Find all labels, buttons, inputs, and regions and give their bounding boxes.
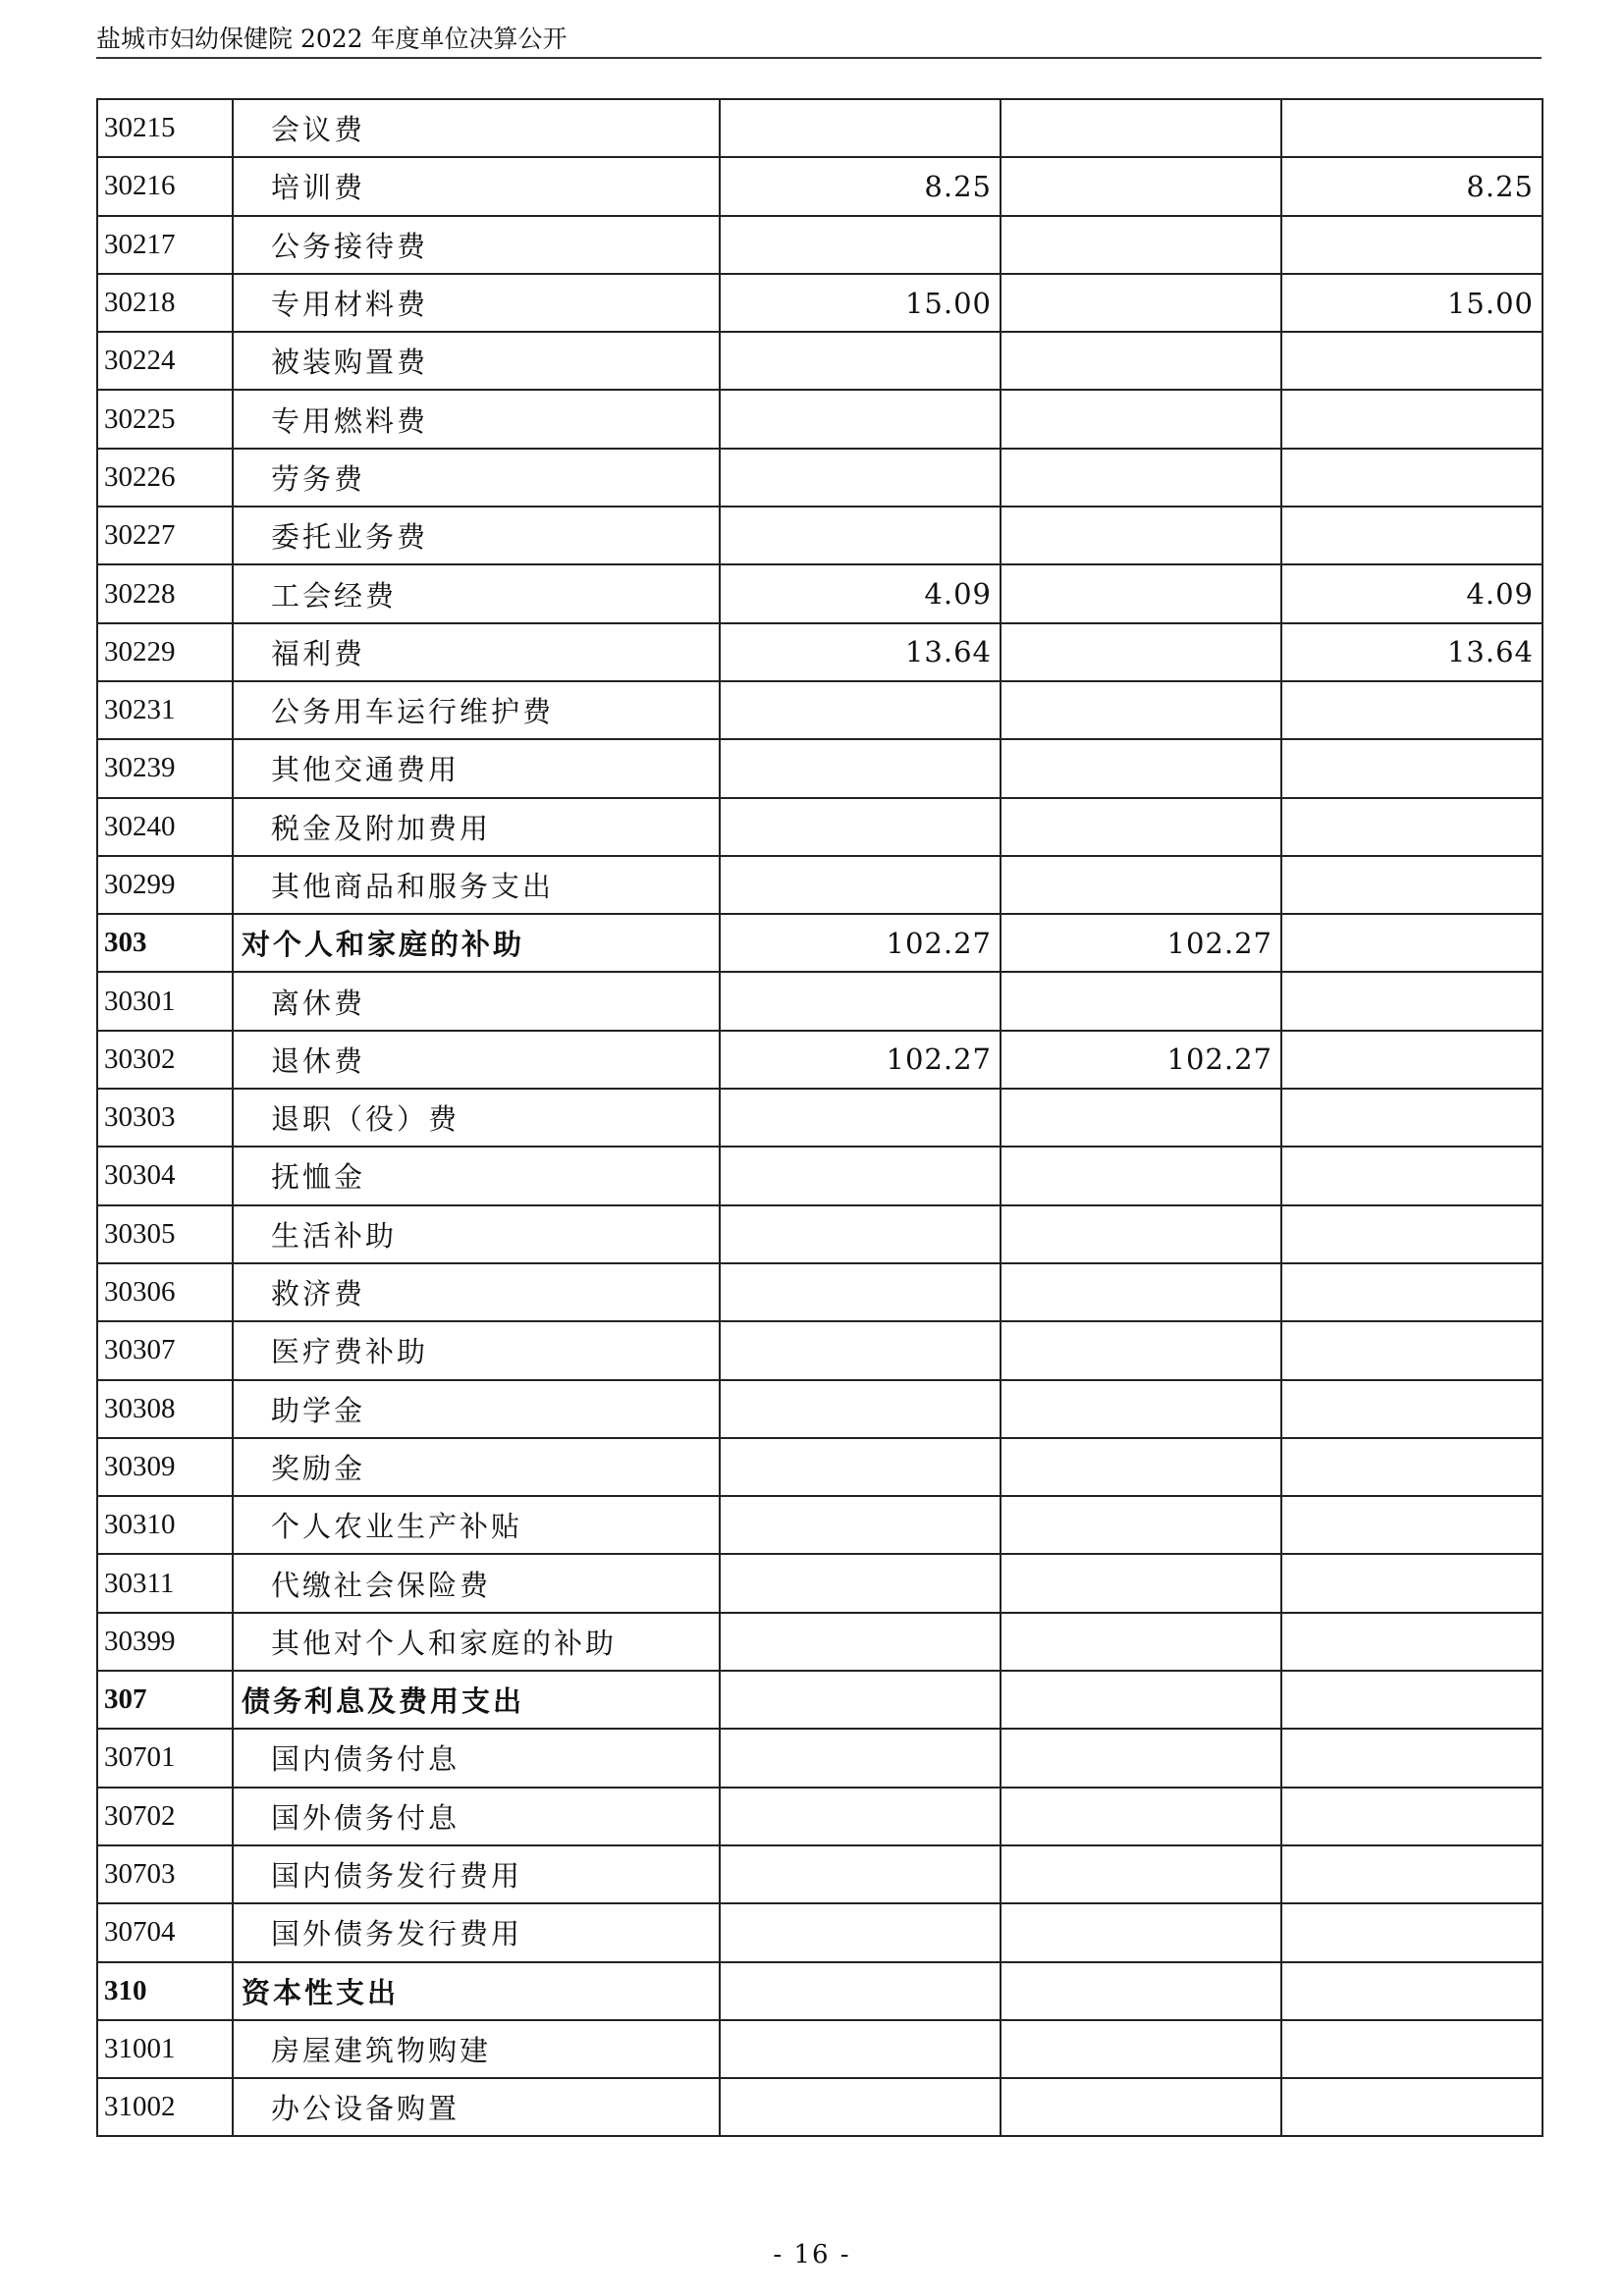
row-code-cell: 30216 [97, 157, 233, 215]
row-value-col2-cell [1001, 1089, 1281, 1147]
table-row [97, 157, 1543, 215]
row-code-cell: 30303 [97, 1089, 233, 1147]
row-value-col2-cell [1001, 1613, 1281, 1671]
row-value-col2-cell [1001, 332, 1281, 390]
page-number: - 16 - [773, 2240, 851, 2269]
row-value-col1-cell [720, 1263, 1001, 1321]
row-value-col1-cell [720, 1438, 1001, 1496]
row-name-cell: 专用材料费 [233, 274, 720, 332]
row-value-col3-cell [1281, 1089, 1543, 1147]
row-value-col2-cell [1001, 856, 1281, 914]
row-value-col1-cell: 4.09 [720, 564, 1001, 622]
row-name-cell: 债务利息及费用支出 [233, 1671, 720, 1729]
row-value-col2-cell [1001, 1147, 1281, 1204]
row-code-cell: 30309 [97, 1438, 233, 1496]
row-value-col2-cell [1001, 2078, 1281, 2136]
table-row [97, 332, 1543, 390]
row-value-col2-cell [1001, 216, 1281, 274]
row-value-col1-cell [720, 216, 1001, 274]
row-value-col3-cell [1281, 1031, 1543, 1089]
row-value-col3-cell [1281, 1671, 1543, 1729]
row-code-cell: 30225 [97, 390, 233, 448]
row-value-col2-cell: 102.27 [1001, 914, 1281, 972]
row-name-cell: 办公设备购置 [233, 2078, 720, 2136]
row-name-cell: 专用燃料费 [233, 390, 720, 448]
table-row [97, 739, 1543, 797]
row-name-cell: 国外债务付息 [233, 1788, 720, 1845]
table-row [97, 1380, 1543, 1438]
row-name-cell: 救济费 [233, 1263, 720, 1321]
row-value-col1-cell [720, 2078, 1001, 2136]
row-value-col2-cell [1001, 1321, 1281, 1379]
row-value-col1-cell [720, 1845, 1001, 1903]
row-value-col3-cell [1281, 1903, 1543, 1961]
table-row [97, 99, 1543, 157]
row-value-col3-cell [1281, 1380, 1543, 1438]
row-code-cell: 30227 [97, 507, 233, 564]
row-value-col1-cell [720, 856, 1001, 914]
row-code-cell: 30229 [97, 623, 233, 681]
row-name-cell: 委托业务费 [233, 507, 720, 564]
row-value-col3-cell [1281, 1147, 1543, 1204]
row-value-col3-cell [1281, 1613, 1543, 1671]
row-name-cell: 代缴社会保险费 [233, 1554, 720, 1612]
table-row [97, 681, 1543, 739]
row-code-cell: 30701 [97, 1729, 233, 1787]
table-row [97, 1788, 1543, 1845]
row-value-col3-cell [1281, 1962, 1543, 2020]
table-row [97, 798, 1543, 856]
row-code-cell: 30704 [97, 1903, 233, 1961]
row-code-cell: 30226 [97, 449, 233, 507]
row-value-col1-cell [720, 972, 1001, 1030]
row-value-col3-cell [1281, 449, 1543, 507]
row-code-cell: 303 [97, 914, 233, 972]
row-name-cell: 被装购置费 [233, 332, 720, 390]
row-name-cell: 国外债务发行费用 [233, 1903, 720, 1961]
row-name-cell: 退休费 [233, 1031, 720, 1089]
row-code-cell: 30302 [97, 1031, 233, 1089]
row-name-cell: 个人农业生产补贴 [233, 1496, 720, 1554]
row-value-col3-cell [1281, 1788, 1543, 1845]
row-code-cell: 30231 [97, 681, 233, 739]
table-row [97, 1031, 1543, 1089]
row-code-cell: 30306 [97, 1263, 233, 1321]
row-value-col2-cell [1001, 1962, 1281, 2020]
row-value-col3-cell [1281, 507, 1543, 564]
table-row [97, 856, 1543, 914]
row-value-col1-cell [720, 1147, 1001, 1204]
row-value-col3-cell [1281, 1321, 1543, 1379]
row-value-col1-cell [720, 1729, 1001, 1787]
row-value-col1-cell: 102.27 [720, 1031, 1001, 1089]
row-value-col2-cell [1001, 157, 1281, 215]
row-name-cell: 公务接待费 [233, 216, 720, 274]
row-value-col1-cell [720, 1613, 1001, 1671]
table-row [97, 1321, 1543, 1379]
row-value-col2-cell [1001, 798, 1281, 856]
row-value-col3-cell: 15.00 [1281, 274, 1543, 332]
row-name-cell: 会议费 [233, 99, 720, 157]
table-row [97, 1613, 1543, 1671]
row-value-col1-cell [720, 99, 1001, 157]
row-code-cell: 307 [97, 1671, 233, 1729]
table-row [97, 1554, 1543, 1612]
page-footer [0, 2240, 1624, 2269]
row-value-col1-cell [720, 739, 1001, 797]
row-value-col1-cell [720, 1496, 1001, 1554]
row-code-cell: 30703 [97, 1845, 233, 1903]
row-value-col2-cell [1001, 1380, 1281, 1438]
row-value-col2-cell [1001, 972, 1281, 1030]
row-value-col2-cell [1001, 739, 1281, 797]
row-value-col2-cell [1001, 1554, 1281, 1612]
table-row [97, 564, 1543, 622]
row-code-cell: 30304 [97, 1147, 233, 1204]
row-value-col2-cell [1001, 1845, 1281, 1903]
row-name-cell: 工会经费 [233, 564, 720, 622]
table-row [97, 1263, 1543, 1321]
expenditure-table-body [97, 99, 1543, 2136]
row-value-col2-cell [1001, 1263, 1281, 1321]
row-code-cell: 310 [97, 1962, 233, 2020]
row-value-col3-cell [1281, 681, 1543, 739]
row-value-col2-cell [1001, 681, 1281, 739]
row-value-col1-cell [720, 798, 1001, 856]
row-value-col2-cell [1001, 274, 1281, 332]
table-row [97, 1147, 1543, 1204]
row-code-cell: 30218 [97, 274, 233, 332]
row-value-col1-cell [720, 1321, 1001, 1379]
row-name-cell: 公务用车运行维护费 [233, 681, 720, 739]
row-value-col1-cell [720, 1205, 1001, 1263]
row-code-cell: 31002 [97, 2078, 233, 2136]
row-value-col1-cell [720, 332, 1001, 390]
row-code-cell: 30399 [97, 1613, 233, 1671]
expenditure-table [96, 98, 1543, 2137]
row-name-cell: 奖励金 [233, 1438, 720, 1496]
row-value-col3-cell: 13.64 [1281, 623, 1543, 681]
row-value-col1-cell: 102.27 [720, 914, 1001, 972]
row-code-cell: 30299 [97, 856, 233, 914]
row-value-col1-cell [720, 1671, 1001, 1729]
row-value-col1-cell [720, 1089, 1001, 1147]
row-name-cell: 抚恤金 [233, 1147, 720, 1204]
row-name-cell: 国内债务付息 [233, 1729, 720, 1787]
row-value-col1-cell [720, 1788, 1001, 1845]
row-value-col3-cell [1281, 1729, 1543, 1787]
row-value-col3-cell [1281, 914, 1543, 972]
row-code-cell: 30240 [97, 798, 233, 856]
row-value-col1-cell [720, 1380, 1001, 1438]
table-row [97, 1962, 1543, 2020]
row-code-cell: 30224 [97, 332, 233, 390]
row-value-col1-cell: 13.64 [720, 623, 1001, 681]
row-value-col3-cell [1281, 2078, 1543, 2136]
row-code-cell: 30228 [97, 564, 233, 622]
row-value-col2-cell [1001, 449, 1281, 507]
row-code-cell: 30702 [97, 1788, 233, 1845]
row-code-cell: 30301 [97, 972, 233, 1030]
row-name-cell: 对个人和家庭的补助 [233, 914, 720, 972]
table-row [97, 1845, 1543, 1903]
table-row [97, 972, 1543, 1030]
row-value-col2-cell [1001, 1496, 1281, 1554]
table-row [97, 1438, 1543, 1496]
page-header [96, 22, 1542, 59]
row-value-col3-cell [1281, 332, 1543, 390]
header-title: 盐城市妇幼保健院 2022 年度单位决算公开 [96, 25, 568, 53]
row-value-col1-cell [720, 390, 1001, 448]
row-name-cell: 助学金 [233, 1380, 720, 1438]
row-value-col2-cell [1001, 1671, 1281, 1729]
row-code-cell: 31001 [97, 2020, 233, 2078]
row-value-col2-cell [1001, 1788, 1281, 1845]
table-row [97, 2020, 1543, 2078]
row-name-cell: 税金及附加费用 [233, 798, 720, 856]
row-value-col3-cell [1281, 1438, 1543, 1496]
table-row [97, 507, 1543, 564]
table-row [97, 1903, 1543, 1961]
row-name-cell: 福利费 [233, 623, 720, 681]
row-code-cell: 30215 [97, 99, 233, 157]
row-value-col2-cell [1001, 2020, 1281, 2078]
table-row [97, 1671, 1543, 1729]
row-name-cell: 其他交通费用 [233, 739, 720, 797]
row-name-cell: 离休费 [233, 972, 720, 1030]
row-code-cell: 30307 [97, 1321, 233, 1379]
row-value-col3-cell [1281, 972, 1543, 1030]
row-value-col2-cell [1001, 564, 1281, 622]
row-value-col1-cell [720, 507, 1001, 564]
row-name-cell: 生活补助 [233, 1205, 720, 1263]
table-row [97, 623, 1543, 681]
row-value-col1-cell [720, 2020, 1001, 2078]
row-name-cell: 医疗费补助 [233, 1321, 720, 1379]
row-code-cell: 30305 [97, 1205, 233, 1263]
row-code-cell: 30310 [97, 1496, 233, 1554]
row-value-col3-cell [1281, 99, 1543, 157]
expenditure-table-container [96, 98, 1542, 2137]
row-value-col2-cell: 102.27 [1001, 1031, 1281, 1089]
row-value-col3-cell [1281, 1845, 1543, 1903]
row-value-col3-cell [1281, 2020, 1543, 2078]
row-value-col3-cell: 4.09 [1281, 564, 1543, 622]
row-value-col3-cell [1281, 390, 1543, 448]
row-name-cell: 培训费 [233, 157, 720, 215]
row-value-col3-cell [1281, 798, 1543, 856]
table-row [97, 274, 1543, 332]
row-name-cell: 国内债务发行费用 [233, 1845, 720, 1903]
row-name-cell: 退职（役）费 [233, 1089, 720, 1147]
row-value-col1-cell [720, 1962, 1001, 2020]
row-code-cell: 30217 [97, 216, 233, 274]
row-value-col2-cell [1001, 1205, 1281, 1263]
table-row [97, 390, 1543, 448]
table-row [97, 1205, 1543, 1263]
row-value-col2-cell [1001, 1438, 1281, 1496]
row-value-col2-cell [1001, 1903, 1281, 1961]
row-value-col3-cell [1281, 739, 1543, 797]
row-code-cell: 30311 [97, 1554, 233, 1612]
row-value-col1-cell [720, 1903, 1001, 1961]
row-value-col3-cell [1281, 1554, 1543, 1612]
row-name-cell: 其他对个人和家庭的补助 [233, 1613, 720, 1671]
table-row [97, 1089, 1543, 1147]
row-value-col1-cell [720, 449, 1001, 507]
row-value-col2-cell [1001, 507, 1281, 564]
row-code-cell: 30308 [97, 1380, 233, 1438]
row-value-col3-cell: 8.25 [1281, 157, 1543, 215]
table-row [97, 216, 1543, 274]
table-row [97, 914, 1543, 972]
row-name-cell: 房屋建筑物购建 [233, 2020, 720, 2078]
table-row [97, 1496, 1543, 1554]
row-value-col3-cell [1281, 1263, 1543, 1321]
table-row [97, 449, 1543, 507]
row-name-cell: 资本性支出 [233, 1962, 720, 2020]
row-value-col2-cell [1001, 623, 1281, 681]
row-value-col3-cell [1281, 1205, 1543, 1263]
row-name-cell: 其他商品和服务支出 [233, 856, 720, 914]
row-value-col2-cell [1001, 1729, 1281, 1787]
row-value-col3-cell [1281, 856, 1543, 914]
row-code-cell: 30239 [97, 739, 233, 797]
row-value-col3-cell [1281, 216, 1543, 274]
row-value-col2-cell [1001, 99, 1281, 157]
row-value-col3-cell [1281, 1496, 1543, 1554]
row-value-col1-cell [720, 681, 1001, 739]
row-value-col1-cell: 8.25 [720, 157, 1001, 215]
row-value-col1-cell: 15.00 [720, 274, 1001, 332]
row-value-col1-cell [720, 1554, 1001, 1612]
row-value-col2-cell [1001, 390, 1281, 448]
row-name-cell: 劳务费 [233, 449, 720, 507]
table-row [97, 1729, 1543, 1787]
table-row [97, 2078, 1543, 2136]
